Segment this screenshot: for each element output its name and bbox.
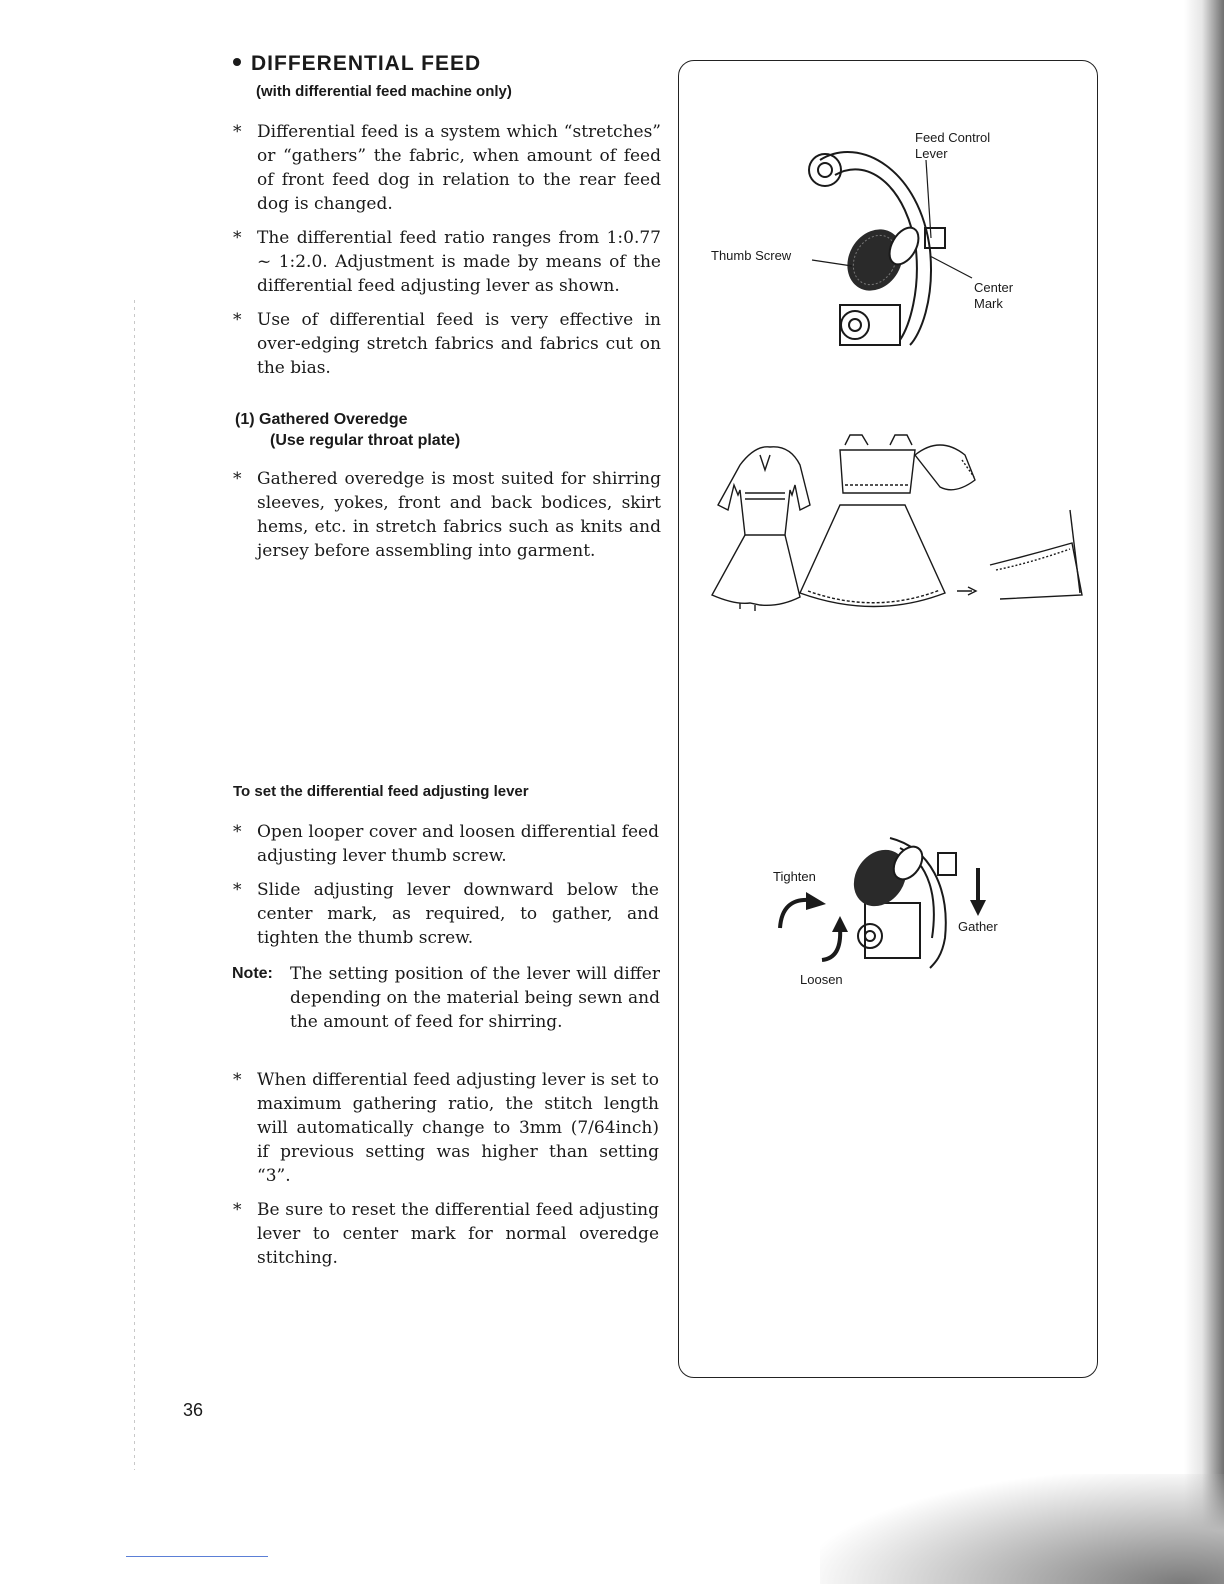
loosen-arrow-icon bbox=[822, 928, 840, 960]
list-item: * Be sure to reset the differential feed adjusting lever to center mark for normal overedge stitching. bbox=[233, 1198, 659, 1270]
label-feed-control-lever-line1: Feed Control bbox=[915, 130, 991, 145]
list-item: * Use of differential feed is very effective in over-edging stretch fabrics and fabrics cut on the bias. bbox=[233, 308, 661, 380]
bullet-dot-icon bbox=[233, 58, 241, 66]
list-item: * Open looper cover and loosen differential feed adjusting lever thumb screw. bbox=[233, 820, 659, 868]
setting-title: To set the differential feed adjusting lever bbox=[233, 783, 529, 800]
footer-rule bbox=[126, 1556, 268, 1557]
list-item: * The differential feed ratio ranges from 1:0.77 ~ 1:2.0. Adjustment is made by means of the differential feed adjusting lever as shown. bbox=[233, 226, 661, 298]
page-number: 36 bbox=[183, 1400, 204, 1420]
adjust-lever-figure bbox=[770, 828, 1000, 978]
label-leader-lines bbox=[800, 160, 980, 300]
intro-bullet-list bbox=[233, 120, 661, 390]
list-item: * Gathered overedge is most suited for shirring sleeves, yokes, front and back bodices, skirt hems, etc. in stretch fabrics such as knits and jersey before assembling into garment. bbox=[233, 467, 661, 563]
label-tighten: Tighten bbox=[773, 869, 816, 884]
page-subtitle: (with differential feed machine only) bbox=[256, 83, 512, 100]
setting-more-bullet-list bbox=[233, 1068, 659, 1280]
label-gather: Gather bbox=[958, 919, 998, 934]
label-feed-control-lever bbox=[915, 130, 990, 162]
label-center-mark bbox=[974, 280, 1013, 312]
binding-line bbox=[134, 300, 135, 1470]
page-title-text: DIFFERENTIAL FEED bbox=[251, 52, 482, 75]
section-title: (1) Gathered Overedge bbox=[235, 411, 408, 428]
list-item: * Differential feed is a system which “stretches” or “gathers” the fabric, when amount of feed of front feed dog in relation to the rear feed dog is changed. bbox=[233, 120, 661, 216]
tighten-arrow-icon bbox=[780, 900, 810, 928]
label-loosen: Loosen bbox=[800, 972, 843, 987]
label-feed-control-lever-line2: Lever bbox=[915, 146, 948, 161]
note-label: Note: bbox=[232, 965, 273, 982]
setting-bullet-list bbox=[233, 820, 659, 960]
list-item: * Slide adjusting lever downward below the center mark, as required, to gather, and tighten the thumb screw. bbox=[233, 878, 659, 950]
label-center-mark-line2: Mark bbox=[974, 296, 1003, 311]
note-text: The setting position of the lever will differ depending on the material being sewn and the amount of feed for shirring. bbox=[290, 964, 660, 1032]
label-center-mark-line1: Center bbox=[974, 280, 1014, 295]
page-title bbox=[233, 52, 481, 76]
label-thumb-screw: Thumb Screw bbox=[711, 248, 792, 263]
garments-figure bbox=[700, 425, 1090, 620]
list-item: * When differential feed adjusting lever is set to maximum gathering ratio, the stitch length will automatically change to 3mm (7/64inch) if previous setting was higher than setting “3”. bbox=[233, 1068, 659, 1188]
page-corner-shadow bbox=[820, 1474, 1224, 1584]
section1-bullet-list bbox=[233, 467, 661, 573]
page-edge-shadow bbox=[1184, 0, 1224, 1584]
section-subtitle: (Use regular throat plate) bbox=[270, 432, 461, 449]
note bbox=[232, 962, 660, 1034]
